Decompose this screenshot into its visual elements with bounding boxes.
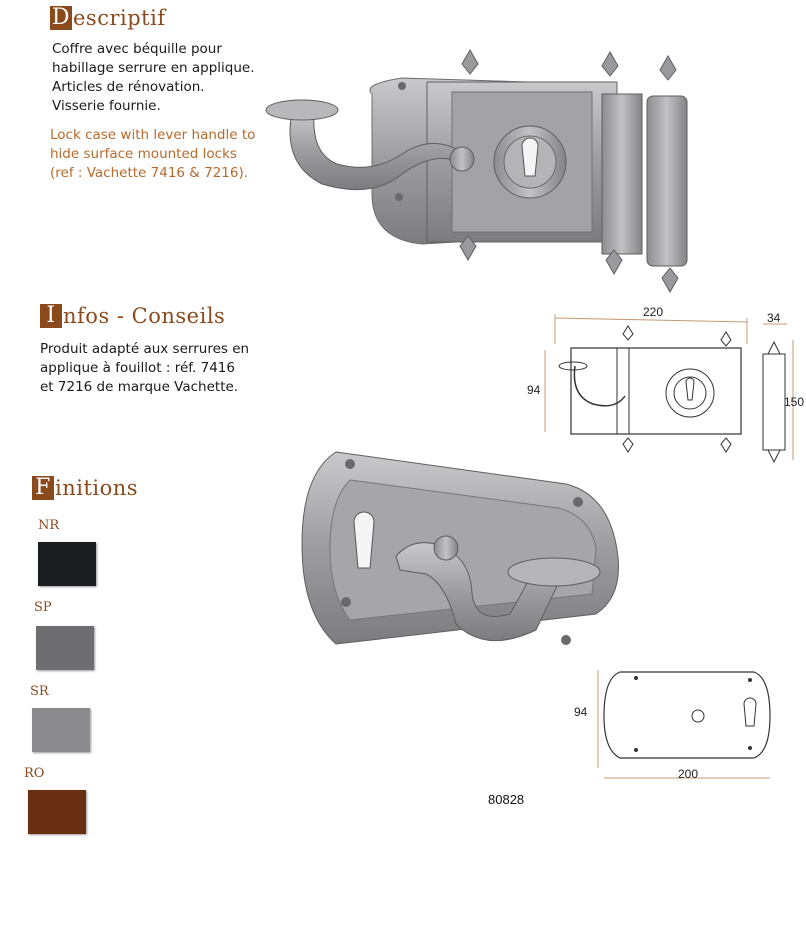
lever-plate-photo (296, 444, 640, 668)
description-heading (50, 6, 166, 30)
description-english-line: hide surface mounted locks (50, 146, 237, 162)
lever-plate-drawing (568, 660, 788, 786)
infos-line: et 7216 de marque Vachette. (40, 379, 239, 395)
finish-swatch-nr (38, 542, 96, 586)
finish-label-sr: SR (30, 684, 49, 699)
drawing-depth-label: 34 (767, 311, 781, 325)
finish-swatch-sp (36, 626, 94, 670)
description-heading-text: escriptif (73, 6, 166, 30)
plate-width-label: 200 (678, 767, 699, 781)
description-heading-initial: D (51, 5, 71, 30)
description-english-line: (ref : Vachette 7416 & 7216). (50, 165, 249, 181)
description-french-line: Coffre avec béquille pour (52, 41, 222, 57)
description-french-line: Visserie fournie. (52, 98, 161, 114)
infos-heading-initial: I (40, 304, 62, 328)
drawing-side-height-label: 150 (784, 395, 805, 409)
description-french-line: Articles de rénovation. (52, 79, 205, 95)
finishes-heading (32, 476, 138, 500)
finish-swatch-ro (28, 790, 86, 834)
lock-case-photo (262, 34, 732, 304)
description-english-line: Lock case with lever handle to (50, 127, 256, 143)
drawing-width-label: 220 (643, 305, 664, 319)
infos-line: applique à fouillot : réf. 7416 (40, 360, 235, 376)
finish-label-nr: NR (38, 518, 60, 533)
description-french (52, 40, 255, 116)
infos-text (40, 340, 249, 397)
finishes-heading-text: initions (55, 476, 139, 500)
infos-heading-text: nfos - Conseils (63, 304, 226, 328)
finish-swatch-sr (32, 708, 90, 752)
drawing-height-label: 94 (527, 383, 541, 397)
finish-label-sp: SP (34, 600, 52, 615)
description-french-line: habillage serrure en applique. (52, 60, 255, 76)
infos-line: Produit adapté aux serrures en (40, 341, 250, 357)
infos-heading (40, 304, 225, 328)
product-reference: 80828 (488, 792, 525, 807)
finishes-heading-initial: F (32, 476, 54, 500)
finish-label-ro: RO (24, 766, 45, 781)
plate-height-label: 94 (574, 705, 588, 719)
description-english (50, 126, 255, 183)
